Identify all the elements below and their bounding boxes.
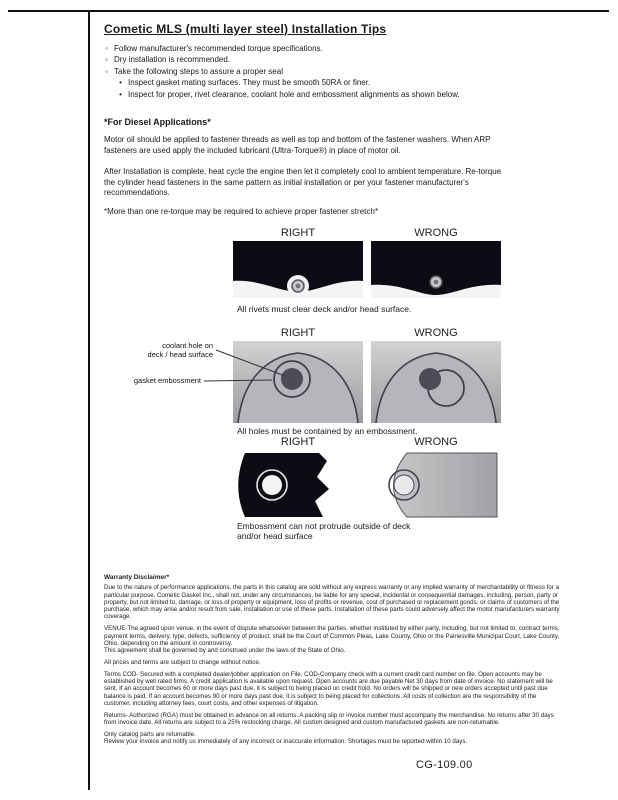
protrusion-wrong-illustration bbox=[371, 449, 501, 521]
tip-text: Inspect for proper, rivet clearance, coolant hole and embossment alignments as shown below. bbox=[128, 89, 460, 99]
sub-bullet-icon: • bbox=[119, 89, 122, 99]
tip-text: Inspect gasket mating surfaces. They must be smooth 50RA or finer. bbox=[128, 78, 371, 88]
right-label-row3: RIGHT bbox=[280, 436, 316, 448]
protrusion-wrong-icon bbox=[371, 449, 501, 521]
embossment-wrong-icon bbox=[371, 341, 501, 423]
gasket-embossment-annotation: gasket embossment bbox=[133, 376, 201, 385]
row1-caption: All rivets must clear deck and/or head surface. bbox=[237, 304, 412, 314]
right-label-row2: RIGHT bbox=[280, 327, 316, 339]
rivet-wrong-icon bbox=[371, 241, 501, 298]
embossment-wrong-illustration bbox=[371, 341, 501, 423]
bullet-icon: ◦ bbox=[105, 66, 108, 76]
sub-bullet-icon: • bbox=[119, 78, 122, 88]
left-border-rule bbox=[88, 10, 90, 790]
tip-sub-item bbox=[117, 77, 548, 88]
warranty-paragraph: All prices and terms are subject to change without notice. bbox=[104, 658, 261, 666]
warranty-paragraph: VENUE-The agreed upon venue, in the event of dispute whatsoever between the parties, whether instituted by either party, including, but not limited to, contract terms, payment terms, delivery, type, defects, sufficiency of product, shall be the Court of Common Pleas, Lake County, Ohio or the Painesville Municipal Court, Lake County, Ohio, depending on the amount in controversy. bbox=[104, 625, 560, 647]
warranty-heading: Warranty Disclaimer* bbox=[104, 574, 170, 581]
protrusion-right-illustration bbox=[233, 449, 363, 521]
warranty-paragraph: Only catalog parts are returnable. bbox=[104, 730, 196, 738]
top-border-rule bbox=[8, 10, 609, 12]
tip-item bbox=[103, 66, 548, 77]
rivet-clearance-wrong-illustration bbox=[371, 241, 501, 298]
warranty-paragraph: This agreement shall be governed by and construed under the laws of the State of Ohio. bbox=[104, 647, 346, 655]
right-label-row1: RIGHT bbox=[280, 227, 316, 239]
diesel-paragraph-1: Motor oil should be applied to fastener threads as well as top and bottom of the fastener washers. When ARP fasteners are used apply the included lubricant (Ultra-Torque®) in place of motor oil. bbox=[104, 135, 491, 155]
warranty-paragraph: Due to the nature of performance applications, the parts in this catalog are sold without any express warranty or any implied warranty of merchantability or fitness for a particular purpose. Cometic Gasket Inc., shall not, under any circumstances, be liable for any special, incidental or consequential damages, including, person, party or property, but not limited to, damage, or loss of property or equipment, loss of profits or revenue, cost of purchased or replacement goods, or claims of customers of the purchase, which may arise and/or result from sale, installation or use of these parts. Installation of these parts could adversely affect the motor manufacturers warranty coverage. bbox=[104, 584, 560, 621]
protrusion-right-icon bbox=[233, 449, 363, 521]
tip-item bbox=[103, 54, 548, 65]
bullet-icon: ◦ bbox=[105, 44, 108, 53]
row2-caption: All holes must be contained by an embossment. bbox=[237, 426, 418, 436]
installation-tips-list bbox=[103, 43, 548, 100]
row3-caption-line1: Embossment can not protrude outside of deck bbox=[237, 521, 411, 531]
bullet-icon: ◦ bbox=[105, 55, 108, 65]
page-number: CG-109.00 bbox=[416, 759, 473, 771]
diesel-paragraph-2: After Installation is complete, heat cycle the engine then let it completely cool to ambient temperature. Re-torque the cylinder head fasteners in the same pattern as initial installation or per your fastener manufacturer's recommendations. bbox=[104, 167, 502, 198]
coolant-hole-annotation bbox=[121, 341, 213, 359]
tip-sub-item bbox=[117, 89, 548, 100]
embossment-right-icon bbox=[233, 341, 363, 423]
row3-caption-line2: and/or head surface bbox=[237, 531, 313, 541]
coolant-hole-annotation-line2: deck / head surface bbox=[147, 350, 213, 360]
rivet-right-icon bbox=[233, 241, 363, 298]
warranty-paragraph: Returns- Authorized (RGA) must be obtained in advance on all returns. A packing slip or invoice number must accompany the merchandise. No returns after 30 days from invoice date. All returns are subject to a 25% restocking charge. All custom designed and custom manufactured gaskets are non-returnable. bbox=[104, 711, 554, 727]
wrong-label-row2: WRONG bbox=[414, 327, 458, 339]
diesel-applications-heading: *For Diesel Applications* bbox=[104, 117, 211, 127]
tip-text: Dry installation is recommended. bbox=[114, 55, 231, 65]
warranty-paragraph: Terms COD- Secured with a completed dealer/jobber application on File, COD-Company check with a current credit card number on file. Open accounts may be established by well rated firms. A credit application is available upon request. Open accounts are due payable Net 30 days from date of invoice. No statement will be sent. If an account becomes 60 or more days past due, it is subject to being placed on credit hold. No orders will be shipped or new orders accepted until past due balance is paid. If an account becomes 90 or more days past due, it is subject to being placed for collections. All costs of collection are the responsibility of the customer, including attorney fees, court costs, and other expenses of litigation. bbox=[104, 670, 553, 707]
embossment-right-illustration bbox=[233, 341, 363, 423]
wrong-label-row1: WRONG bbox=[414, 227, 458, 239]
tip-item bbox=[103, 43, 548, 54]
wrong-label-row3: WRONG bbox=[414, 436, 458, 448]
warranty-disclaimer-section bbox=[104, 574, 562, 750]
coolant-hole-annotation-line1: coolant hole on bbox=[162, 341, 213, 350]
rivet-clearance-right-illustration bbox=[233, 241, 363, 298]
row3-caption bbox=[237, 521, 467, 541]
tip-text: Take the following steps to assure a proper seal bbox=[114, 66, 283, 76]
retorque-note: *More than one re-torque may be required to achieve proper fastener stretch* bbox=[104, 207, 378, 216]
warranty-paragraph: Review your invoice and notify us immediately of any incorrect or inaccurate information. Shortages must be reported within 10 days. bbox=[104, 738, 468, 746]
tip-text: Follow manufacturer's recommended torque specifications. bbox=[114, 44, 323, 53]
page-title: Cometic MLS (multi layer steel) Installation Tips bbox=[104, 22, 387, 36]
